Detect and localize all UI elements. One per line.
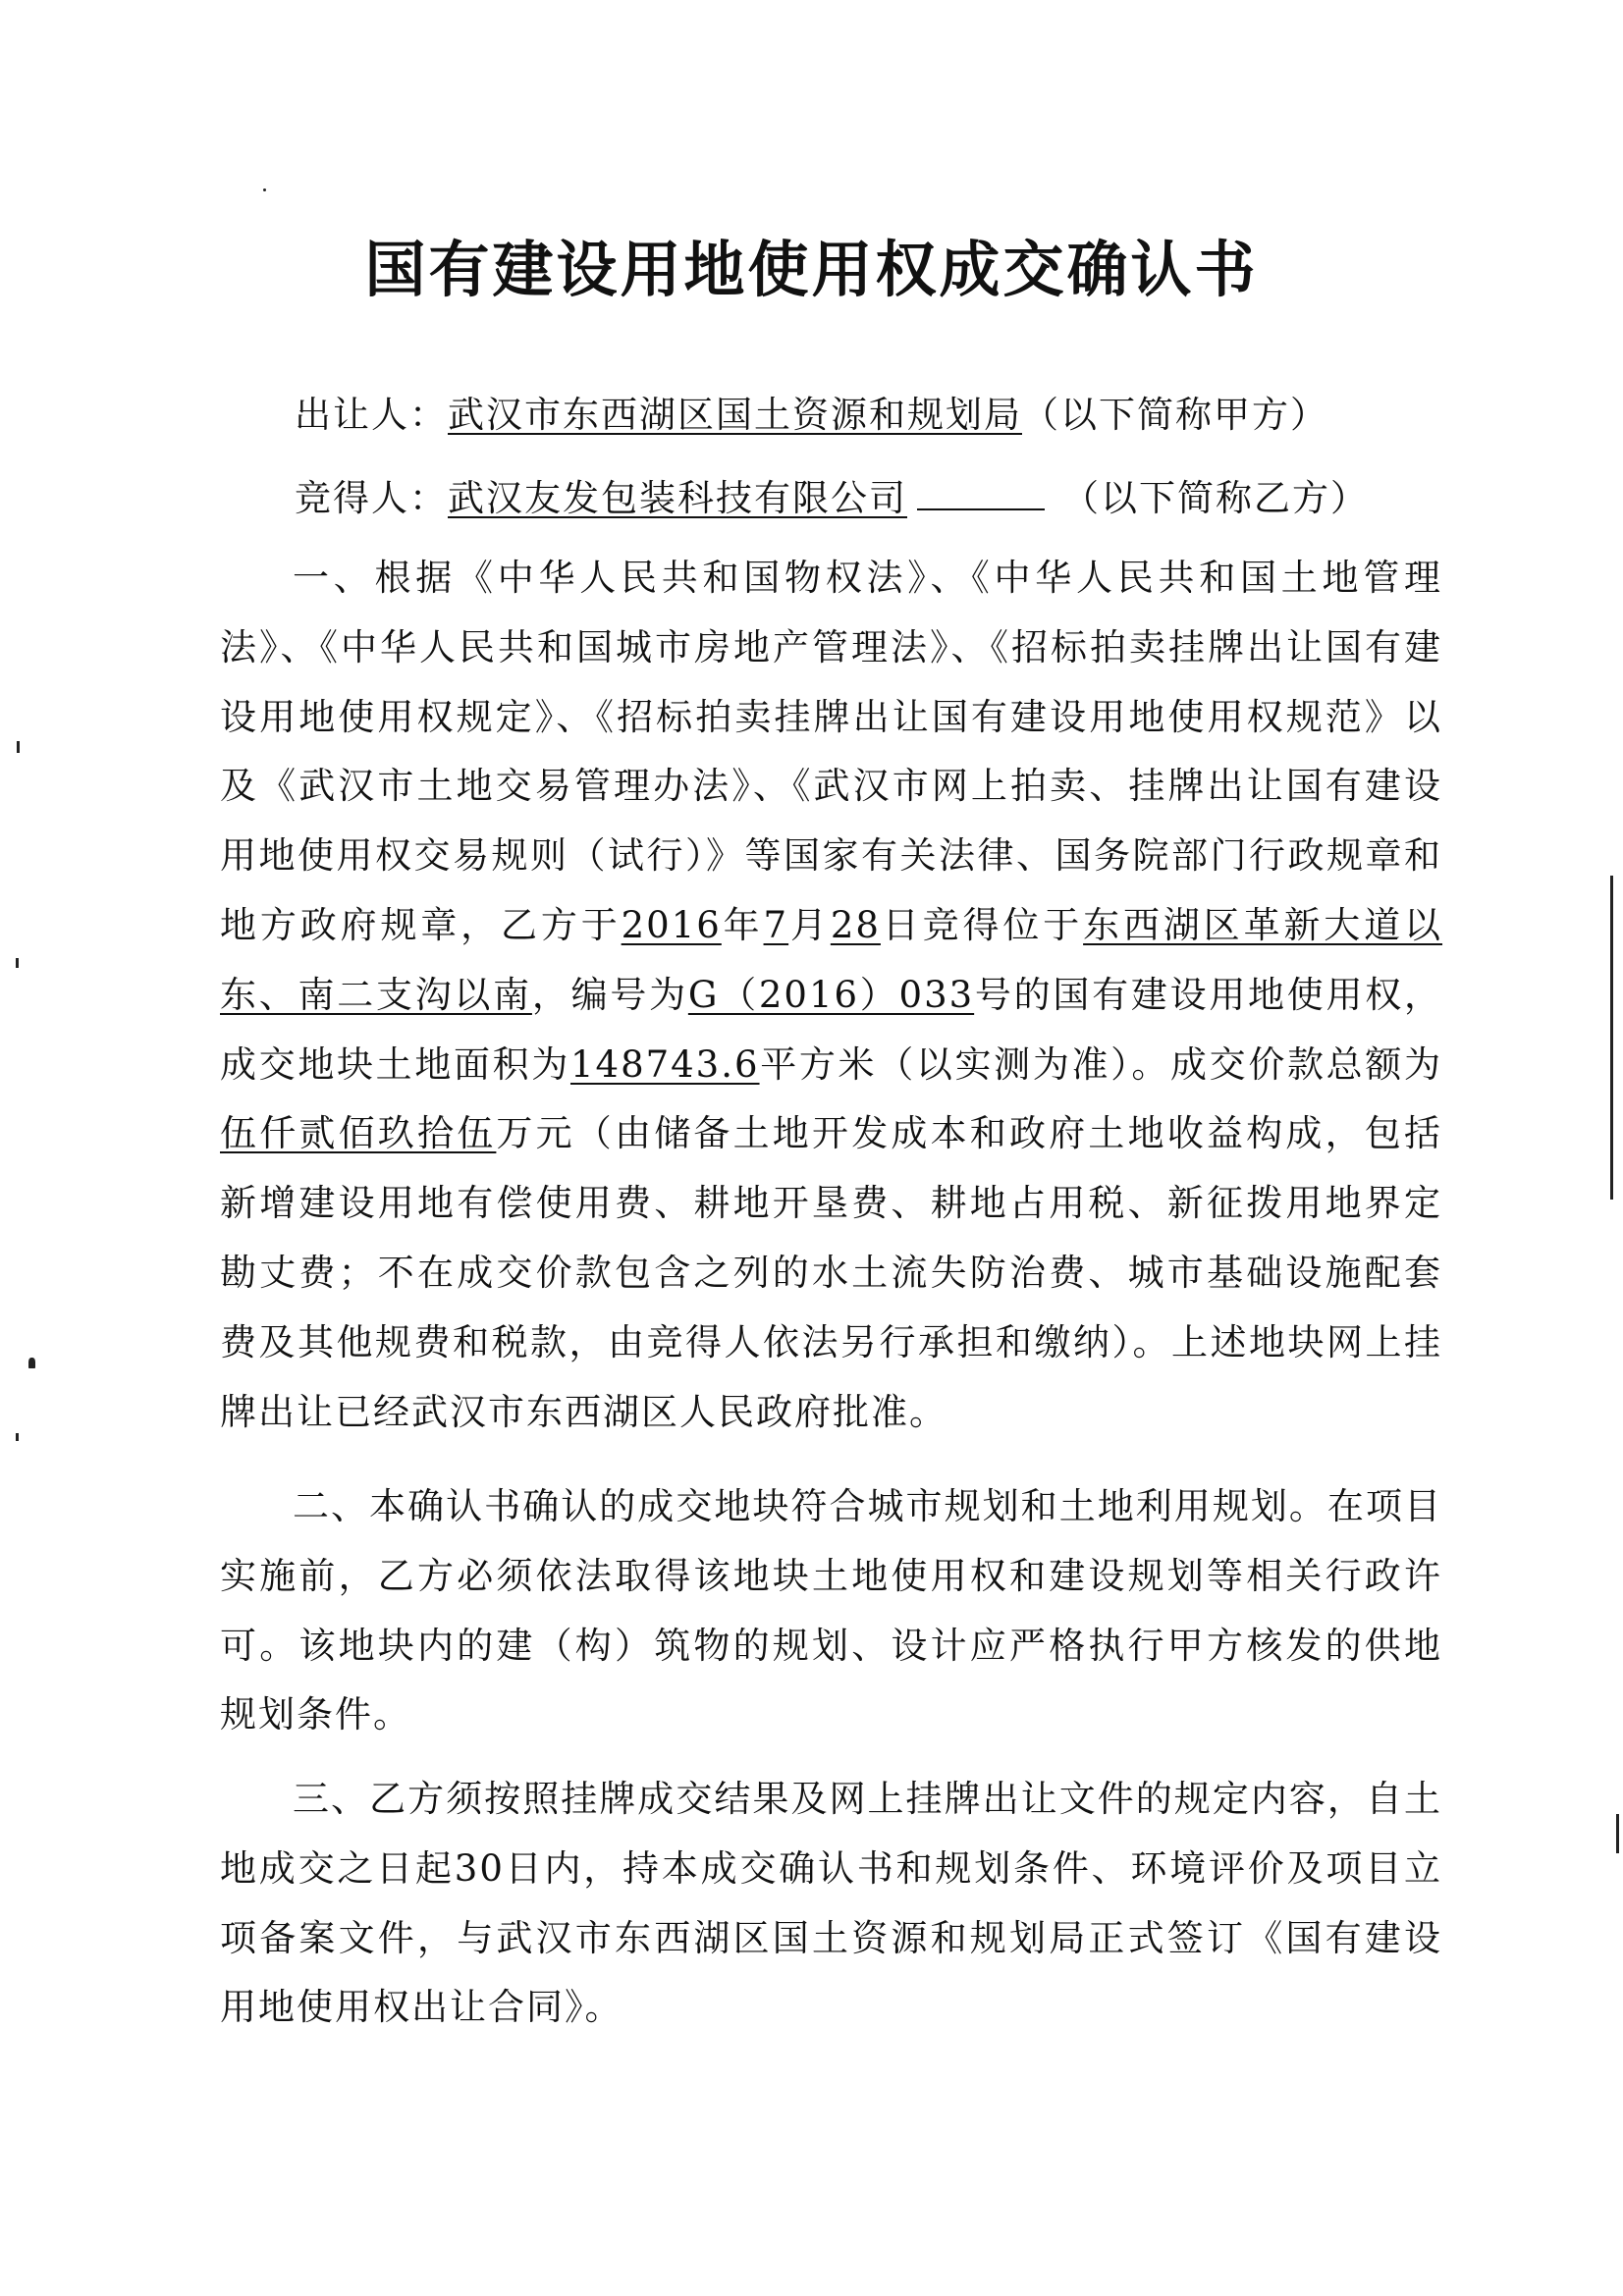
bid-day: 28 — [830, 903, 881, 946]
scan-speck — [16, 1433, 19, 1441]
clause-1-text: 平方米（以实测为准）。成交价款总额为 — [759, 1042, 1442, 1086]
clause-1-text: 号的国有建设用地使用权，成交地块土地面积为 — [220, 973, 1443, 1086]
clause-3: 三、乙方须按照挂牌成交结果及网上挂牌出让文件的规定内容，自土地成交之日起30日内，持本成交确认书和规划条件、环境评价及项目立项备案文件，与武汉市东西湖区国土资源和规划局正式签订《国有建设用地使用权出让合同》。 — [220, 1778, 1442, 2029]
grantee-line — [295, 473, 1369, 523]
scan-speck — [16, 958, 19, 968]
grantee-name: 武汉友发包装科技有限公司 — [448, 477, 907, 519]
grantor-note: （以下简称甲方） — [1022, 394, 1328, 436]
parcel-location: 东西湖区革新大道以东、南二支沟以南 — [220, 903, 1443, 1016]
clause-1-text: 一、根据《中华人民共和国物权法》、《中华人民共和国土地管理法》、《中华人民共和国城市房地产管理法》、《招标拍卖挂牌出让国有建设用地使用权规定》、《招标拍卖挂牌出让国有建设用地使用权规范》以及《武汉市土地交易管理办法》、《武汉市网上拍卖、挂牌出让国有建设用地使用权交易规则（试行）》等国家有关法律、国务院部门行政规章和地方政府规章，乙方于 — [220, 557, 1442, 946]
year-unit: 年 — [721, 903, 764, 946]
bid-year: 2016 — [621, 903, 722, 946]
grantor-label: 出让人： — [295, 394, 448, 436]
grantor-line — [295, 391, 1328, 440]
scan-speck — [28, 1358, 35, 1368]
fill-in-blank — [917, 473, 1045, 510]
scan-edge-line — [1616, 1814, 1619, 1853]
scan-speck — [17, 741, 20, 753]
clause-1-text: ，编号为 — [531, 973, 688, 1016]
parcel-number: G（2016）033 — [687, 973, 975, 1016]
bid-month: 7 — [763, 903, 789, 946]
clause-1-text: 日竞得位于 — [880, 903, 1084, 946]
scan-edge-line — [1610, 876, 1613, 1200]
transaction-price: 伍仟贰佰玖拾伍 — [220, 1112, 497, 1155]
scan-speck — [263, 188, 266, 191]
grantor-name: 武汉市东西湖区国土资源和规划局 — [448, 394, 1022, 436]
clause-2: 二、本确认书确认的成交地块符合城市规划和土地利用规划。在项目实施前，乙方必须依法取得该地块土地使用权和建设规划等相关行政许可。该地块内的建（构）筑物的规划、设计应严格执行甲方核发的供地规划条件。 — [220, 1485, 1442, 1736]
clause-1 — [220, 544, 1442, 1447]
clause-1-text: 万元（由储备土地开发成本和政府土地收益构成，包括新增建设用地有偿使用费、耕地开垦费、耕地占用税、新征拨用地界定勘丈费；不在成交价款包含之列的水土流失防治费、城市基础设施配套费及其他规费和税款，由竞得人依法另行承担和缴纳）。上述地块网上挂牌出让已经武汉市东西湖区人民政府批准。 — [220, 1112, 1443, 1433]
grantee-note: （以下简称乙方） — [1062, 477, 1369, 519]
month-unit: 月 — [788, 903, 831, 946]
grantee-label: 竞得人： — [295, 477, 448, 519]
parcel-area: 148743.6 — [569, 1042, 760, 1086]
document-title: 国有建设用地使用权成交确认书 — [364, 234, 1259, 305]
